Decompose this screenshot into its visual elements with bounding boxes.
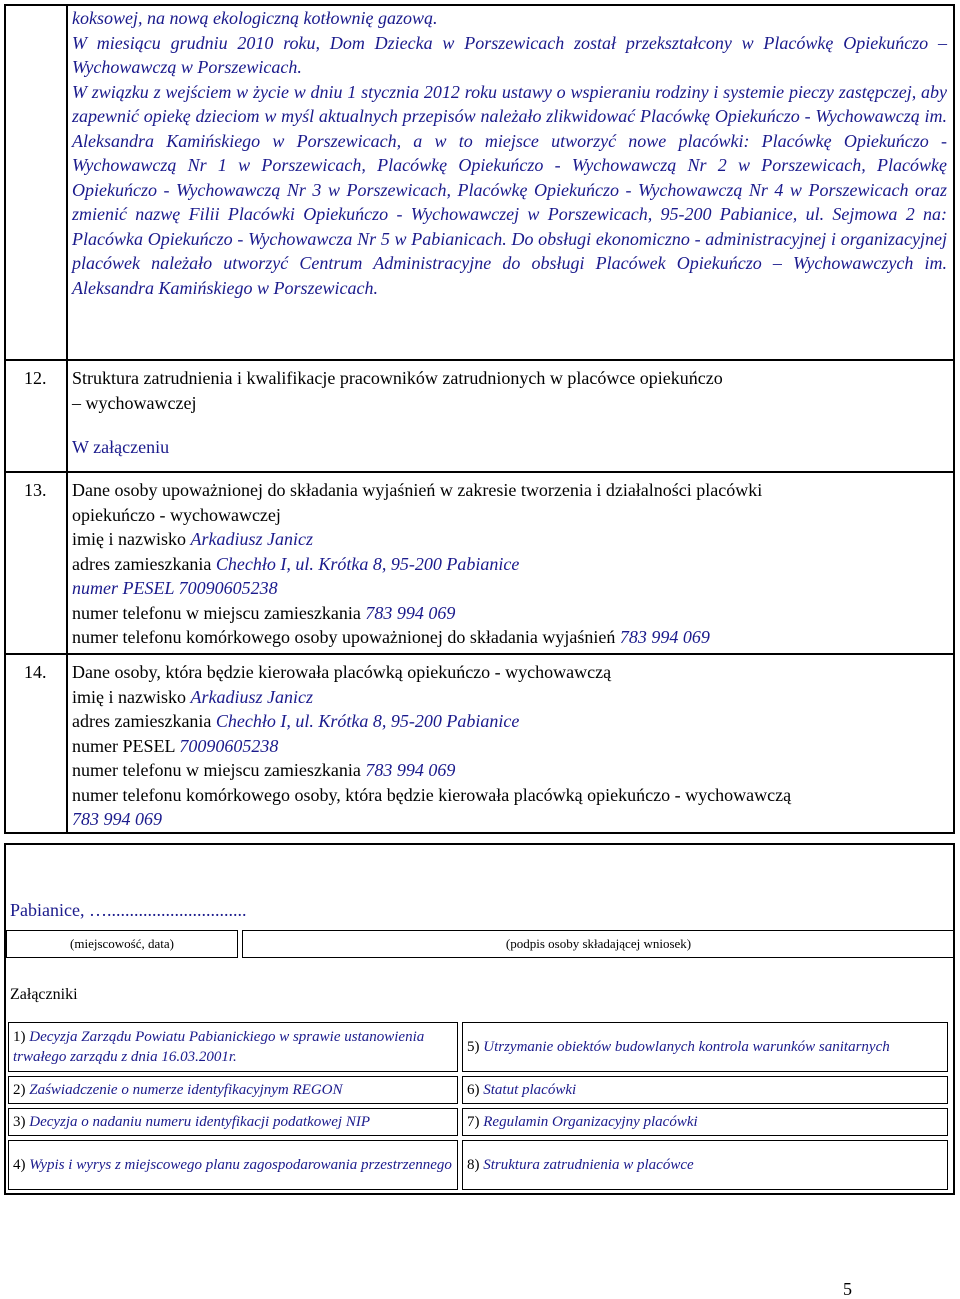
name-label: imię i nazwisko: [72, 529, 191, 549]
place-date-line: Pabianice, …...............................: [10, 900, 247, 920]
item14-address-row: [72, 709, 947, 734]
item14-mobile-row: numer telefonu komórkowego osoby, która będzie kierowała placówką opiekuńczo - wychowawczą: [72, 784, 792, 805]
history-line1: koksowej, na nową ekologiczną kotłownię gazową.: [72, 8, 438, 28]
name-label: imię i nazwisko: [72, 686, 191, 707]
attachment-item: 1) Decyzja Zarządu Powiatu Pabianickiego w sprawie ustanowienia trwałego zarządu z dnia 16.03.2001r.: [8, 1022, 458, 1072]
address-value: Chechło I, ul. Krótka 8, 95-200 Pabianice: [215, 711, 520, 731]
attachment-row: [8, 1022, 948, 1072]
history-line3: W związku z wejściem w życie w dniu 1 stycznia 2012 roku ustawy o wspieraniu rodziny i systemie pieczy zastępczej, aby zapewnić opiekę dzieciom w myśl aktualnych przepisów należało zlikwidować Placówkę Opiekuńczo - Wychowawczą im. Aleksandra Kamińskiego w Porszewicach, a w to miejsce utworzyć nowe placówki: Placówkę Opiekuńczo - Wychowawczą Nr 1 w Porszewicach, Placówkę Opiekuńczo - Wychowawczą Nr 2 w Porszewicach, Placówkę Opiekuńczo - Wychowawczą Nr 3 w Porszewicach, Placówkę Opiekuńczo - Wychowawczą Nr 4 w Porszewicach oraz zmienić nazwę Filii Placówki Opiekuńczo - Wychowawczej w Porszewicach, 95-200 Pabianice, ul. Sejmowa 2 na: Placówka Opiekuńczo - Wychowawcza Nr 5 w Pabianicach. Do obsługi ekonomiczno - administracyjnej i organizacyjnej placówek należało utworzyć Centrum Administracyjne do obsługi Placówek Opiekuńczo – Wychowawczych im. Aleksandra Kamińskiego w Porszewicach.: [72, 81, 947, 298]
attachment-item: 7) Regulamin Organizacyjny placówki: [462, 1108, 948, 1136]
item12-section: [67, 360, 954, 472]
item13-section: [67, 472, 954, 654]
item12-title-cont: – wychowawczej: [72, 392, 197, 413]
address-label: adres zamieszkania: [72, 553, 216, 574]
form-table: [4, 4, 955, 834]
item12-title: Struktura zatrudnienia i kwalifikacje pracowników zatrudnionych w placówce opiekuńczo: [72, 368, 723, 388]
item13-mobile-row: [72, 625, 947, 650]
name-value: Arkadiusz Janicz: [190, 529, 313, 549]
attachment-item: 6) Statut placówki: [462, 1076, 948, 1104]
item12-number: 12.: [5, 360, 67, 472]
attachment-row: [8, 1076, 948, 1104]
item12-answer: W załączeniu: [72, 437, 170, 457]
item13-pesel-row: numer PESEL 70090605238: [72, 578, 278, 598]
phone-label: numer telefonu w miejscu zamieszkania: [72, 602, 366, 623]
phone-label: numer telefonu w miejscu zamieszkania: [72, 760, 366, 780]
item14-pesel-row: [72, 734, 947, 759]
attachment-row: [8, 1140, 948, 1190]
mobile-value: 783 994 069: [619, 627, 710, 647]
attachment-item: 2) Zaświadczenie o numerze identyfikacyjnym REGON: [8, 1076, 458, 1104]
pesel-value: 70090605238: [179, 735, 279, 756]
item-number-cell: [5, 5, 67, 360]
signature-label: (podpis osoby składającej wniosek): [242, 930, 955, 958]
signature-labels-row: [6, 930, 955, 960]
mobile-label: numer telefonu komórkowego osoby upoważnionej do składania wyjaśnień: [72, 627, 620, 647]
item13-address-row: [72, 552, 947, 577]
item14-phone-row: [72, 758, 947, 783]
history-line2: W miesiącu grudniu 2010 roku, Dom Dziecka w Porszewicach został przekształcony w Placówkę Opiekuńczo – Wychowawczą w Porszewicach.: [72, 32, 947, 77]
attachment-item: 8) Struktura zatrudnienia w placówce: [462, 1140, 948, 1190]
history-section: [67, 5, 954, 360]
phone-value: 783 994 069: [365, 602, 456, 623]
attachment-item: 3) Decyzja o nadaniu numeru identyfikacji podatkowej NIP: [8, 1108, 458, 1136]
address-value: Chechło I, ul. Krótka 8, 95-200 Pabianice: [215, 553, 520, 574]
item13-name-row: [72, 527, 947, 552]
attachments-heading: Załączniki: [10, 986, 78, 1003]
phone-value: 783 994 069: [365, 760, 456, 780]
item13-phone-row: [72, 601, 947, 626]
name-value: Arkadiusz Janicz: [190, 686, 313, 707]
item13-title: Dane osoby upoważnionej do składania wyjaśnień w zakresie tworzenia i działalności placówki: [72, 480, 763, 500]
item14-section: [67, 654, 954, 833]
item14-name-row: [72, 685, 947, 710]
item14-mobile-value: 783 994 069: [72, 809, 162, 829]
attachment-row: [8, 1108, 948, 1136]
item13-title-cont: opiekuńczo - wychowawczej: [72, 504, 281, 525]
pesel-label: numer PESEL: [72, 735, 180, 756]
item14-title: Dane osoby, która będzie kierowała placówką opiekuńczo - wychowawczą: [72, 662, 612, 682]
attachments-table: [4, 1018, 952, 1194]
attachment-item: 4) Wypis i wyrys z miejscowego planu zagospodarowania przestrzennego: [8, 1140, 458, 1190]
attachment-item: 5) Utrzymanie obiektów budowlanych kontrola warunków sanitarnych: [462, 1022, 948, 1072]
item13-number: 13.: [5, 472, 67, 654]
address-label: adres zamieszkania: [72, 711, 216, 731]
item14-number: 14.: [5, 654, 67, 833]
place-date-label: (miejscowość, data): [6, 930, 238, 958]
page-number: 5: [843, 1279, 852, 1299]
